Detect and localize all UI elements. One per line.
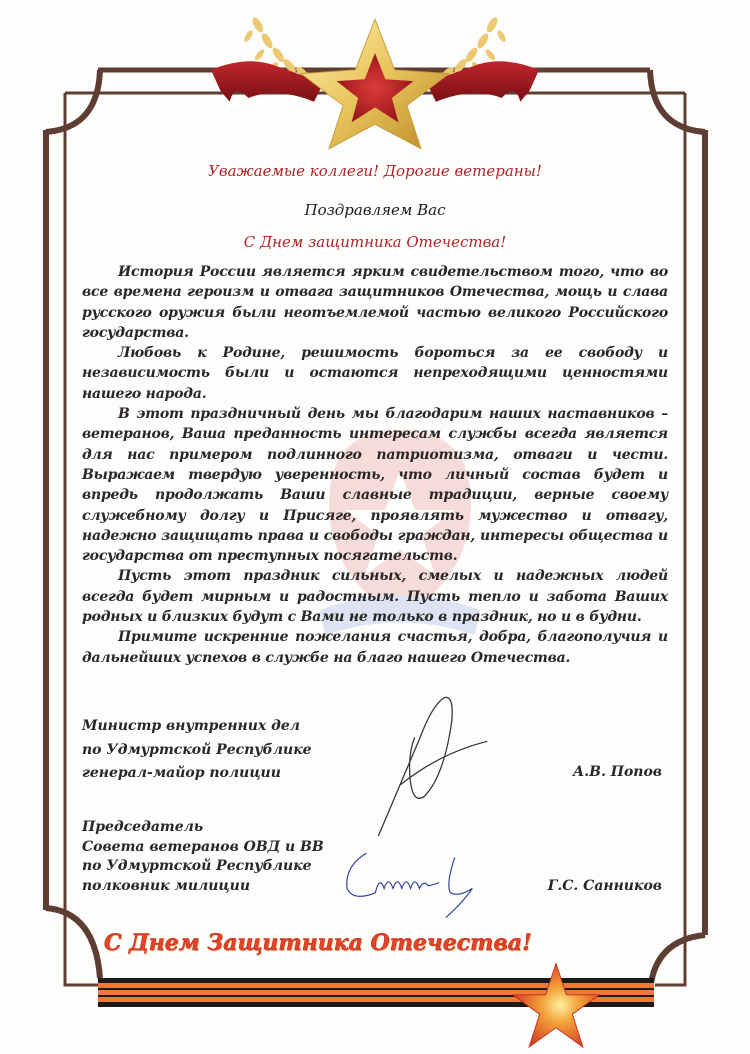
red-star-with-laurels-and-ribbons-icon (200, 8, 550, 158)
frame-corner-br (650, 935, 705, 990)
letter-body (82, 262, 668, 668)
frame-corner-bl (46, 908, 100, 978)
signatory-1-name: А.В. Попов (572, 764, 662, 780)
paragraph: История России является ярким свидетельством того, что во все времена героизм и отвага защитников Отечества, мощь и слава русского оружия были неотъемлемой частью великого Российского государства. (82, 264, 668, 341)
signatory-title-line: по Удмуртской Республике (82, 858, 312, 874)
ribbon-right (427, 61, 540, 101)
greeting-line: Уважаемые коллеги! Дорогие ветераны! (208, 162, 542, 180)
signatory-title-line: Совета ветеранов ОВД и ВВ (82, 838, 324, 855)
red-star-icon (500, 962, 612, 1050)
frame-corner-tl (46, 70, 100, 132)
signatory-title-line: полковник милиции (82, 877, 251, 894)
congrats-line: Поздравляем Вас (304, 201, 446, 219)
signatory-title-line: Министр внутренних дел (82, 718, 301, 734)
paragraph: Пусть этот праздник сильных, смелых и надежных людей всегда будет мирным и радостным. Пусть тепло и забота Ваших родных и близких будут с Вами не только в праздник, но и в будни. (82, 568, 668, 626)
signatory-1-title (82, 715, 312, 786)
paragraph: Примите искренние пожелания счастья, добра, благополучия и дальнейших успехов в службе на благо нашего Отечества. (82, 629, 668, 666)
paragraph: Любовь к Родине, решимость бороться за ее свободу и независимость были и остаются непреходящими ценностями нашего народа. (82, 345, 668, 402)
signatory-title-line: Председатель (82, 819, 204, 835)
signatory-title-line: генерал-майор полиции (82, 765, 281, 781)
signatory-title-line: по Удмуртской Республике (82, 741, 312, 758)
signatory-2-title (82, 818, 324, 896)
holiday-line: С Днем защитника Отечества! (243, 233, 507, 251)
signature-sannikov (340, 848, 490, 920)
paragraph: В этот праздничный день мы благодарим наших наставников – ветеранов, Ваша преданность интересам службы всегда является для нас примером подлинного патриотизма, отваги и чести. Выражаем твердую уверенность, что личный состав будет и впредь продолжать Ваши славные традиции, верные своему служебному долгу и Присяге, проявлять мужество и отвагу, надежно защищать права и свободы граждан, интересы общества и государства от преступных посягательств. (82, 406, 668, 565)
signature-popov (372, 690, 492, 840)
ribbon-left (211, 61, 324, 101)
footer-title: С Днем Защитника Отечества! (104, 930, 532, 956)
frame-corner-tr (650, 70, 705, 132)
signatory-2-name: Г.С. Санников (547, 878, 662, 894)
